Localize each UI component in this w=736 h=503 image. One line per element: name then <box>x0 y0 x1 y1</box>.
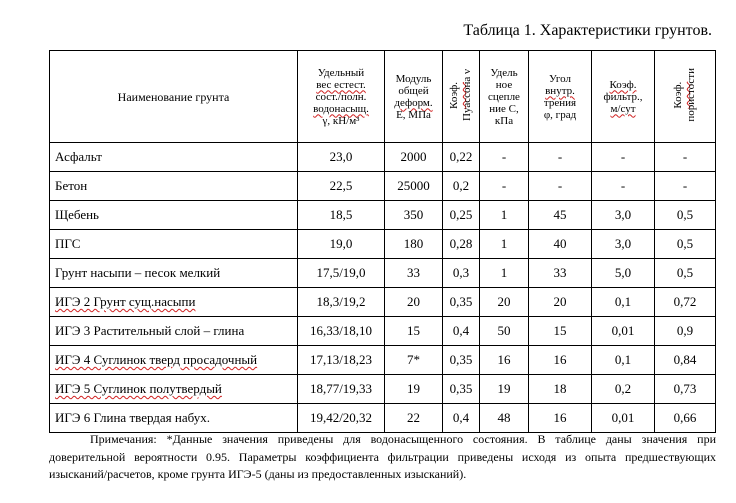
cell-name: Грунт насыпи – песок мелкий <box>50 259 298 288</box>
cell-weight: 17,13/18,23 <box>298 346 385 375</box>
cell-filtration: - <box>592 143 655 172</box>
cell-filtration: 0,2 <box>592 375 655 404</box>
cell-poisson: 0,25 <box>443 201 480 230</box>
cell-weight: 18,5 <box>298 201 385 230</box>
table-row <box>50 259 716 288</box>
cell-cohesion: 50 <box>480 317 529 346</box>
cell-modulus: 15 <box>385 317 443 346</box>
header-modulus: Модуль общей деформ. Е, МПа <box>385 51 443 143</box>
cell-porosity: - <box>655 143 716 172</box>
cell-modulus: 22 <box>385 404 443 433</box>
cell-cohesion: 1 <box>480 201 529 230</box>
cell-weight: 23,0 <box>298 143 385 172</box>
table-row <box>50 143 716 172</box>
table-notes: Примечания: *Данные значения приведены для водонасыщенного состояния. В таблице даны значения при доверительной вероятности 0.95. Параметры коэффициента фильтрации приведены исходя из опыта предшествующих изысканий/расчетов, кроме грунта ИГЭ-5 (даны из предоставленных изысканий). <box>49 432 716 481</box>
cell-porosity: 0,73 <box>655 375 716 404</box>
cell-weight: 16,33/18,10 <box>298 317 385 346</box>
cell-porosity: 0,9 <box>655 317 716 346</box>
header-row <box>50 51 716 143</box>
table-row <box>50 230 716 259</box>
table-row <box>50 317 716 346</box>
soil-characteristics-table <box>49 50 716 433</box>
header-poisson: Коэф. Пуассона ν <box>443 51 480 143</box>
cell-friction: 16 <box>529 346 592 375</box>
table-row <box>50 375 716 404</box>
cell-poisson: 0,4 <box>443 404 480 433</box>
table-row <box>50 201 716 230</box>
cell-modulus: 180 <box>385 230 443 259</box>
cell-modulus: 7* <box>385 346 443 375</box>
cell-poisson: 0,35 <box>443 288 480 317</box>
cell-filtration: 0,01 <box>592 317 655 346</box>
cell-cohesion: - <box>480 172 529 201</box>
cell-cohesion: 1 <box>480 230 529 259</box>
cell-porosity: 0,84 <box>655 346 716 375</box>
cell-name: ИГЭ 4 Суглинок тверд просадочный <box>50 346 298 375</box>
cell-weight: 18,77/19,33 <box>298 375 385 404</box>
cell-poisson: 0,35 <box>443 375 480 404</box>
cell-friction: 40 <box>529 230 592 259</box>
table-row <box>50 172 716 201</box>
cell-modulus: 2000 <box>385 143 443 172</box>
cell-modulus: 350 <box>385 201 443 230</box>
cell-filtration: 0,1 <box>592 346 655 375</box>
cell-friction: 45 <box>529 201 592 230</box>
cell-friction: 20 <box>529 288 592 317</box>
cell-porosity: - <box>655 172 716 201</box>
cell-poisson: 0,4 <box>443 317 480 346</box>
cell-poisson: 0,22 <box>443 143 480 172</box>
cell-friction: 18 <box>529 375 592 404</box>
cell-cohesion: 20 <box>480 288 529 317</box>
cell-modulus: 19 <box>385 375 443 404</box>
cell-filtration: 3,0 <box>592 201 655 230</box>
cell-weight: 18,3/19,2 <box>298 288 385 317</box>
table-title: Таблица 1. Характеристики грунтов. <box>463 22 712 39</box>
cell-friction: - <box>529 172 592 201</box>
cell-name: ИГЭ 2 Грунт сущ.насыпи <box>50 288 298 317</box>
cell-modulus: 25000 <box>385 172 443 201</box>
cell-porosity: 0,66 <box>655 404 716 433</box>
cell-friction: 15 <box>529 317 592 346</box>
cell-filtration: 0,1 <box>592 288 655 317</box>
cell-filtration: 0,01 <box>592 404 655 433</box>
header-name: Наименование грунта <box>50 51 298 143</box>
cell-weight: 19,42/20,32 <box>298 404 385 433</box>
cell-cohesion: - <box>480 143 529 172</box>
cell-name: ИГЭ 5 Суглинок полутвердый <box>50 375 298 404</box>
cell-name: ИГЭ 6 Глина твердая набух. <box>50 404 298 433</box>
cell-poisson: 0,2 <box>443 172 480 201</box>
cell-name: Бетон <box>50 172 298 201</box>
cell-filtration: 3,0 <box>592 230 655 259</box>
header-friction: Угол внутр. трения φ, град <box>529 51 592 143</box>
cell-poisson: 0,35 <box>443 346 480 375</box>
cell-weight: 19,0 <box>298 230 385 259</box>
cell-filtration: - <box>592 172 655 201</box>
cell-porosity: 0,5 <box>655 230 716 259</box>
cell-cohesion: 48 <box>480 404 529 433</box>
cell-weight: 22,5 <box>298 172 385 201</box>
cell-cohesion: 19 <box>480 375 529 404</box>
header-filtration: Коэф. фильтр., м/сут <box>592 51 655 143</box>
cell-porosity: 0,72 <box>655 288 716 317</box>
table-row <box>50 288 716 317</box>
cell-name: ПГС <box>50 230 298 259</box>
cell-porosity: 0,5 <box>655 201 716 230</box>
header-cohesion: Удель ное сцепле ние С, кПа <box>480 51 529 143</box>
cell-modulus: 33 <box>385 259 443 288</box>
cell-modulus: 20 <box>385 288 443 317</box>
cell-name: ИГЭ 3 Растительный слой – глина <box>50 317 298 346</box>
cell-friction: 16 <box>529 404 592 433</box>
header-weight: Удельный вес естест. сост./полн. водонасыщ. γ, кН/м³ <box>298 51 385 143</box>
cell-poisson: 0,3 <box>443 259 480 288</box>
cell-filtration: 5,0 <box>592 259 655 288</box>
cell-friction: 33 <box>529 259 592 288</box>
cell-friction: - <box>529 143 592 172</box>
cell-name: Щебень <box>50 201 298 230</box>
table-row <box>50 346 716 375</box>
cell-name: Асфальт <box>50 143 298 172</box>
table-row <box>50 404 716 433</box>
cell-porosity: 0,5 <box>655 259 716 288</box>
cell-poisson: 0,28 <box>443 230 480 259</box>
cell-cohesion: 1 <box>480 259 529 288</box>
cell-cohesion: 16 <box>480 346 529 375</box>
header-porosity: Коэф. пористости <box>655 51 716 143</box>
cell-weight: 17,5/19,0 <box>298 259 385 288</box>
